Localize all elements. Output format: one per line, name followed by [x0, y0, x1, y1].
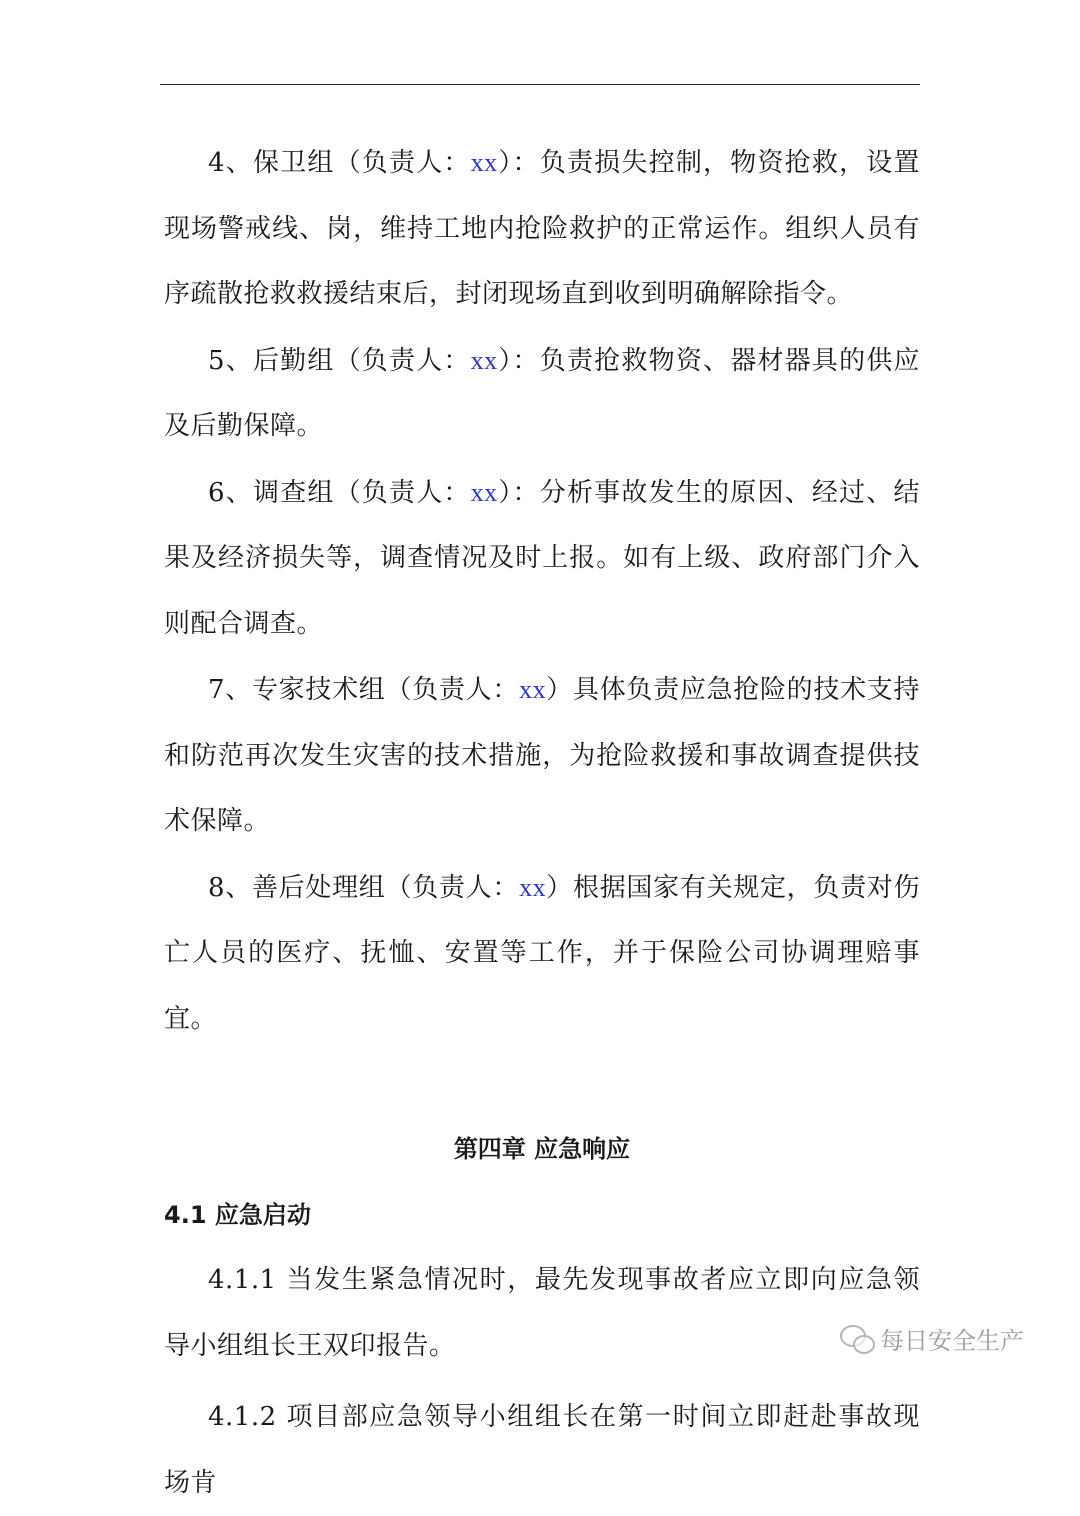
- header-rule: [160, 84, 920, 85]
- clause-4-1-1: 4.1.1 当发生紧急情况时，最先发现事故者应立即向应急领导小组组长王双印报告。: [164, 1265, 920, 1361]
- paragraph-investigation-group: 6、调查组（负责人：xx）：分析事故发生的原因、经过、结果及经济损失等，调查情况及时上报。如有上级、政府部门介入则配合调查。: [164, 477, 920, 639]
- paragraph-aftermath-group: 8、善后处理组（负责人：xx）根据国家有关规定，负责对伤亡人员的医疗、抚恤、安置等工作，并于保险公司协调理赔事宜。: [164, 872, 920, 1034]
- chapter-title: 第四章 应急响应: [453, 1135, 631, 1163]
- paragraph-expert-group: 7、专家技术组（负责人：xx）具体负责应急抢险的技术支持和防范再次发生灾害的技术措施，为抢险救援和事故调查提供技术保障。: [164, 675, 920, 836]
- paragraph-security-group: 4、保卫组（负责人：xx）：负责损失控制，物资抢救，设置现场警戒线、岗，维持工地内抢险救护的正常运作。组织人员有序疏散抢救救援结束后，封闭现场直到收到明确解除指令。: [164, 148, 920, 309]
- clause-4-1-2: 4.1.2 项目部应急领导小组组长在第一时间立即赶赴事故现场肯: [164, 1402, 920, 1498]
- watermark: [840, 1318, 1024, 1358]
- watermark-text: 每日安全生产: [880, 1326, 1024, 1355]
- document-body: [164, 130, 920, 1516]
- section-title: 4.1 应急启动: [164, 1201, 311, 1229]
- chat-bubble-icon: [840, 1323, 874, 1353]
- paragraph-logistics-group: 5、后勤组（负责人：xx）：负责抢救物资、器材器具的供应及后勤保障。: [164, 345, 920, 441]
